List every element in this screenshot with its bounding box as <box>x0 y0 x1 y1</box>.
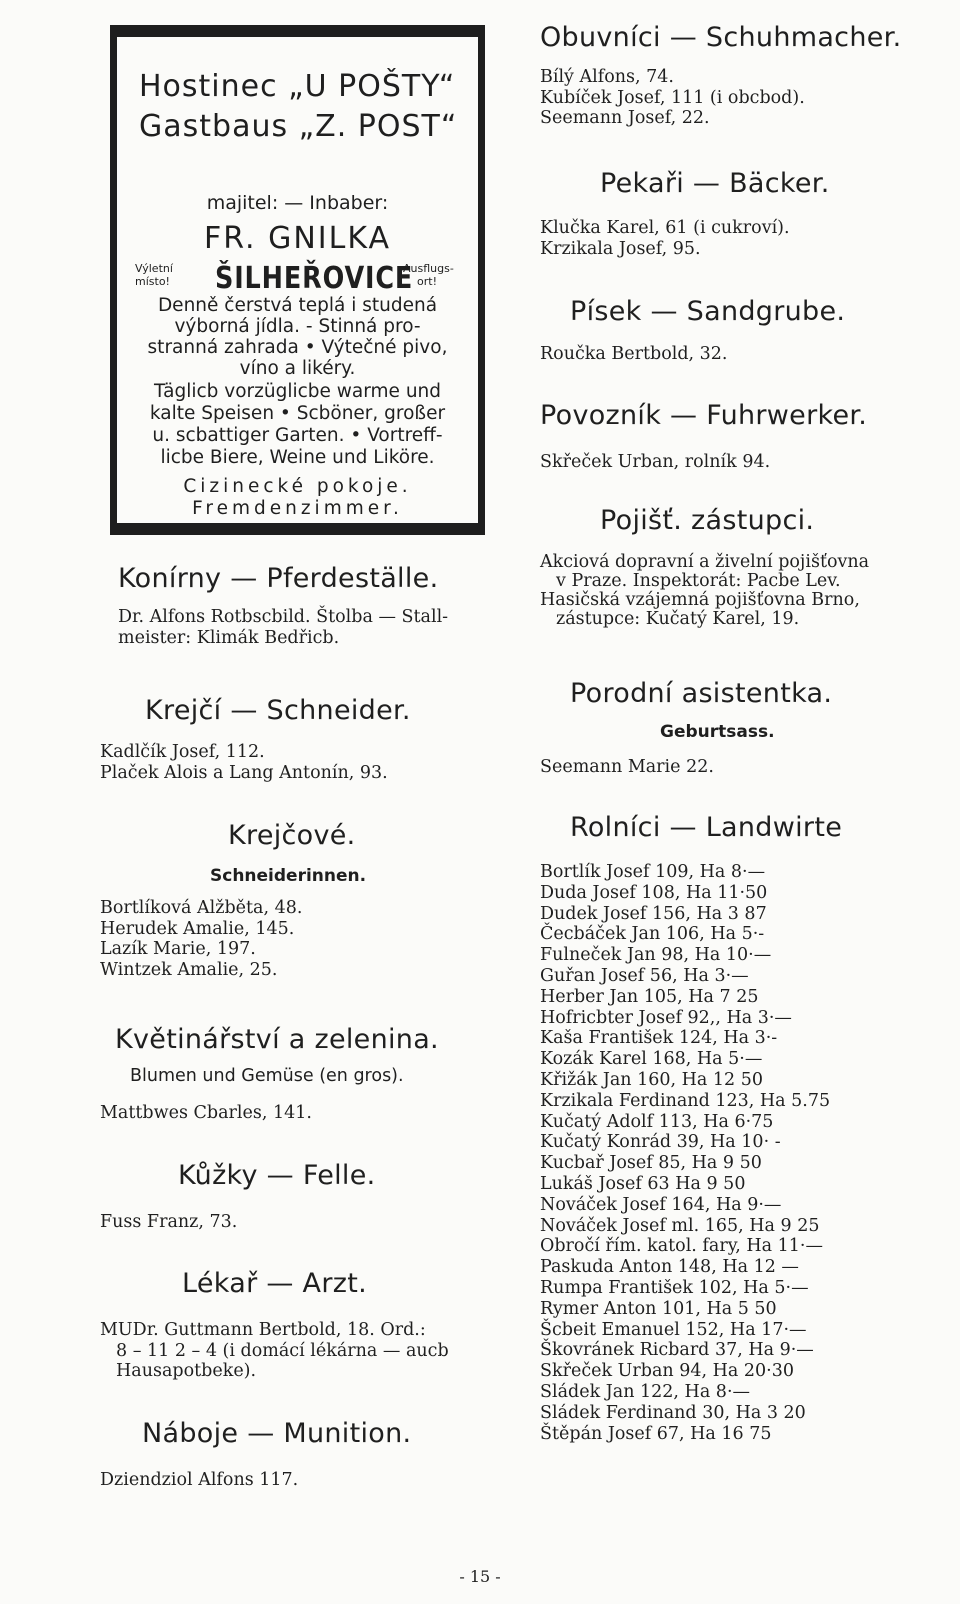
section-entries <box>118 607 508 648</box>
ad-owner-label: majitel: — Inbaber: <box>206 192 389 214</box>
section-subheading: Schneiderinnen. <box>210 866 367 886</box>
ad-line: výborná jídla. - Stinná pro- <box>174 316 421 337</box>
section-entries <box>100 1103 490 1124</box>
entry: Kučatý Adolf 113, Ha 6·75 <box>540 1111 774 1132</box>
section-heading: Konírny — Pferdeställe. <box>118 563 439 594</box>
entry: Bortlík Josef 109, Ha 8·— <box>540 862 766 882</box>
ad-place-left-1: Výletní <box>135 262 173 275</box>
section-heading: Květinářství a zelenina. <box>115 1024 439 1055</box>
section-entries <box>100 1470 490 1491</box>
section-entries <box>540 553 960 629</box>
section-entries <box>100 898 490 980</box>
section-entries <box>540 218 960 259</box>
section-midwife <box>570 678 960 709</box>
ad-line: u. scbattiger Garten. • Vortreff- <box>152 425 443 446</box>
entry: Guřan Josef 56, Ha 3·— <box>540 965 749 986</box>
entry: Wintzek Amalie, 25. <box>100 959 278 980</box>
entry: Dr. Alfons Rotbscbild. Štolba — Stall- <box>118 607 449 627</box>
entry: Rymer Anton 101, Ha 5 50 <box>540 1298 777 1319</box>
section-entries <box>540 344 960 365</box>
section-heading: Náboje — Munition. <box>142 1418 412 1449</box>
section-florist <box>115 1024 505 1055</box>
entry: Škovránek Ricbard 37, Ha 9·— <box>540 1340 814 1361</box>
entry: Seemann Marie 22. <box>540 757 714 777</box>
entry: Skřeček Urban 94, Ha 20·30 <box>540 1361 794 1382</box>
section-subheading: Blumen und Gemüse (en gros). <box>130 1066 404 1086</box>
entry: Rumpa František 102, Ha 5·— <box>540 1277 809 1298</box>
entry: Dziendziol Alfons 117. <box>100 1470 299 1490</box>
entry: Herudek Amalie, 145. <box>100 918 295 939</box>
ad-line: Täglicb vorzüglicbe warme und <box>153 381 442 402</box>
ad-line: kalte Speisen • Scböner, großer <box>149 403 446 424</box>
entry: v Praze. Inspektorát: Pacbe Lev. <box>556 571 841 591</box>
section-heading: Lékař — Arzt. <box>182 1268 367 1299</box>
entry: Hofricbter Josef 92,, Ha 3·— <box>540 1007 792 1028</box>
entry: Kučatý Konrád 39, Ha 10· - <box>540 1132 781 1153</box>
entry: Sládek Jan 122, Ha 8·— <box>540 1381 751 1402</box>
entry: Lazík Marie, 197. <box>100 939 256 959</box>
section-entries <box>540 452 960 473</box>
entry: Kaša František 124, Ha 3·- <box>540 1028 778 1049</box>
entry: meister: Klimák Bedřicb. <box>118 627 340 648</box>
entry: Hasičská vzájemná pojišťovna Brno, <box>540 590 860 610</box>
section-heading: Pojišť. zástupci. <box>600 505 815 536</box>
section-entries <box>100 1212 490 1233</box>
section-subheading: Geburtsass. <box>660 722 775 742</box>
section-heading: Krejčí — Schneider. <box>145 695 411 726</box>
section-entries <box>100 1320 490 1382</box>
section-bakers <box>600 168 960 199</box>
entry: Herber Jan 105, Ha 7 25 <box>540 986 759 1007</box>
entry: Fulneček Jan 98, Ha 10·— <box>540 945 772 966</box>
entry: Lukáš Josef 63 Ha 9 50 <box>540 1173 746 1194</box>
section-heading: Porodní asistentka. <box>570 678 833 709</box>
ad-title-cz: Hostinec „U POŠTY“ <box>139 69 456 104</box>
section-entries <box>540 67 960 129</box>
section-heading: Rolníci — Landwirte <box>570 812 843 843</box>
section-heading: Pekaři — Bäcker. <box>600 168 830 199</box>
section-shoemakers <box>540 22 960 129</box>
section-entries <box>100 742 490 783</box>
section-hides <box>178 1160 568 1191</box>
ad-place-right-1: Ausflugs- <box>403 262 454 275</box>
entry: Štěpán Josef 67, Ha 16 75 <box>540 1423 772 1444</box>
entry: Kozák Karel 168, Ha 5·— <box>540 1049 763 1070</box>
section-heading: Povozník — Fuhrwerker. <box>540 400 868 431</box>
ad-place-name: ŠILHEŘOVICE <box>215 261 414 296</box>
entry: Hausapotbeke). <box>116 1361 257 1381</box>
entry: Kubíček Josef, 111 (i obcbod). <box>540 87 805 108</box>
ad-rooms-de: Fremdenzimmer. <box>192 498 403 519</box>
entry: Klučka Karel, 61 (i cukroví). <box>540 218 790 238</box>
section-heading: Kůžky — Felle. <box>178 1160 376 1191</box>
entry: Duda Josef 108, Ha 11·50 <box>540 882 768 903</box>
entry: Kadlčík Josef, 112. <box>100 742 265 762</box>
entry: Paskuda Anton 148, Ha 12 — <box>540 1257 799 1278</box>
section-entries <box>540 862 960 1444</box>
ad-rooms-cz: Cizinecké pokoje. <box>183 476 412 497</box>
entry: 8 – 11 2 – 4 (i domácí lékárna — aucb <box>116 1340 449 1361</box>
entry: Křižák Jan 160, Ha 12 50 <box>540 1069 764 1090</box>
section-heading: Písek — Sandgrube. <box>570 296 846 327</box>
section-sand <box>570 296 960 327</box>
entry: Čecbáček Jan 106, Ha 5·- <box>540 924 765 945</box>
section-tailors <box>145 695 535 726</box>
entry: Bortlíková Alžběta, 48. <box>100 898 303 918</box>
entry: Nováček Josef 164, Ha 9·— <box>540 1194 782 1215</box>
ad-line: licbe Biere, Weine und Liköre. <box>160 447 435 468</box>
entry: Fuss Franz, 73. <box>100 1212 238 1232</box>
entry: Šcbeit Emanuel 152, Ha 17·— <box>540 1319 807 1340</box>
section-farmers <box>570 812 960 843</box>
entry: MUDr. Guttmann Bertbold, 18. Ord.: <box>100 1320 426 1340</box>
section-stables <box>118 563 508 648</box>
section-doctor <box>182 1268 572 1299</box>
entry: zástupce: Kučatý Karel, 19. <box>556 609 800 629</box>
entry: Plaček Alois a Lang Antonín, 93. <box>100 762 388 783</box>
ad-line: víno a likéry. <box>239 358 356 379</box>
section-seamstresses <box>228 820 618 851</box>
entry: Nováček Josef ml. 165, Ha 9 25 <box>540 1215 820 1236</box>
entry: Kucbař Josef 85, Ha 9 50 <box>540 1153 762 1174</box>
entry: Sládek Ferdinand 30, Ha 3 20 <box>540 1402 806 1423</box>
ad-title-de: Gastbaus „Z. POST“ <box>139 109 458 144</box>
ad-line: stranná zahrada • Výtečné pivo, <box>147 337 448 358</box>
entry: Roučka Bertbold, 32. <box>540 344 728 364</box>
section-heading: Krejčové. <box>228 820 356 851</box>
section-insurance <box>600 505 960 536</box>
entry: Mattbwes Cbarles, 141. <box>100 1103 312 1123</box>
ad-place-left-2: místo! <box>135 275 170 288</box>
ad-owner-name: FR. GNILKA <box>203 221 392 256</box>
entry: Bílý Alfons, 74. <box>540 67 674 87</box>
entry: Skřeček Urban, rolník 94. <box>540 452 771 472</box>
section-heading: Obuvníci — Schuhmacher. <box>540 22 902 53</box>
entry: Akciová dopravní a živelní pojišťovna <box>540 552 870 572</box>
entry: Krzikala Josef, 95. <box>540 238 701 259</box>
section-entries <box>540 757 960 778</box>
ad-place-right-2: ort! <box>417 275 437 288</box>
entry: Seemann Josef, 22. <box>540 108 710 128</box>
section-ammunition <box>142 1418 532 1449</box>
section-carriers <box>540 400 960 431</box>
entry: Dudek Josef 156, Ha 3 87 <box>540 903 767 924</box>
page-number: - 15 - <box>459 1567 501 1586</box>
advertisement-box <box>110 30 485 530</box>
ad-line: Denně čerstvá teplá i studená <box>157 295 438 316</box>
entry: Krzikala Ferdinand 123, Ha 5.75 <box>540 1090 831 1111</box>
entry: Obročí řím. katol. fary, Ha 11·— <box>540 1236 823 1257</box>
